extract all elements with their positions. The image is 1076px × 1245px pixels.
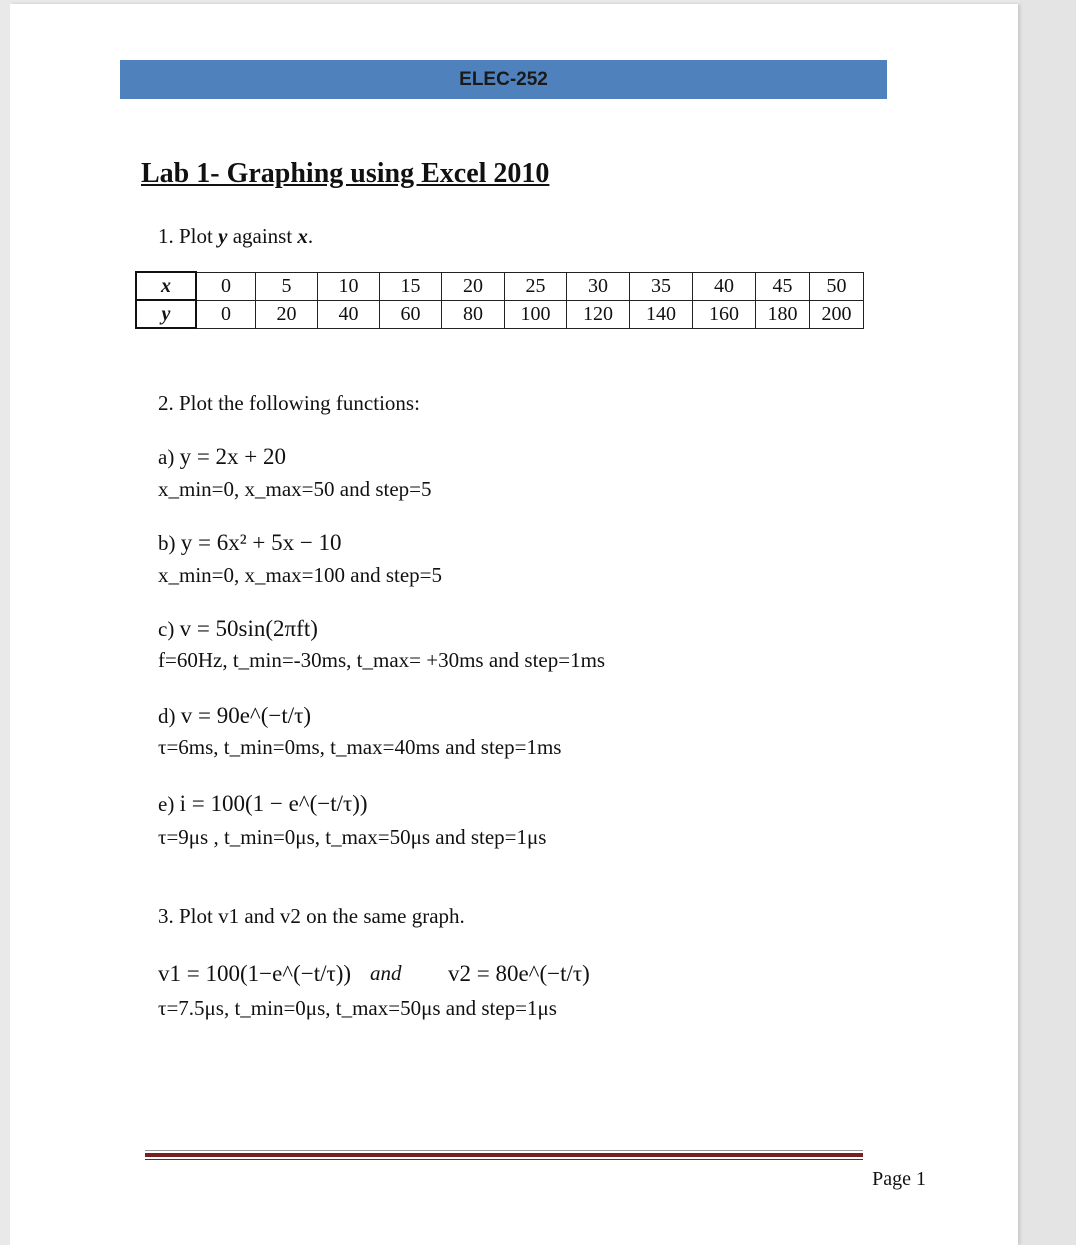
table-cell: 60	[380, 300, 442, 328]
footer-rule-top	[145, 1150, 863, 1151]
table-cell: 50	[810, 272, 864, 300]
footer-rule-thin	[145, 1159, 863, 1160]
table-cell: 120	[567, 300, 630, 328]
data-table	[135, 271, 864, 329]
course-code: ELEC-252	[459, 68, 548, 90]
row-label-x: x	[136, 272, 196, 300]
table-cell: 30	[567, 272, 630, 300]
q2a-equation: a) y = 2x + 20	[158, 444, 287, 469]
table-cell: 80	[442, 300, 505, 328]
table-cell: 140	[630, 300, 693, 328]
q1-prompt: 1. Plot y against x.	[158, 224, 314, 248]
table-cell: 15	[380, 272, 442, 300]
table-cell: 10	[318, 272, 380, 300]
page-number: Page 1	[872, 1168, 926, 1190]
q2d-equation: d) v = 90e^(−t/τ)	[158, 703, 312, 728]
table-cell: 100	[505, 300, 567, 328]
footer-rule-thick	[145, 1153, 863, 1157]
table-row-x	[136, 272, 864, 300]
table-cell: 0	[196, 300, 256, 328]
table-cell: 160	[693, 300, 756, 328]
q3-range: τ=7.5μs, t_min=0μs, t_max=50μs and step=1μs	[158, 996, 557, 1020]
table-cell: 180	[756, 300, 810, 328]
table-cell: 20	[442, 272, 505, 300]
table-cell: 45	[756, 272, 810, 300]
table-cell: 25	[505, 272, 567, 300]
q2e-range: τ=9μs , t_min=0μs, t_max=50μs and step=1μs	[158, 825, 547, 849]
table-cell: 200	[810, 300, 864, 328]
table-cell: 20	[256, 300, 318, 328]
q2a-range: x_min=0, x_max=50 and step=5	[158, 477, 432, 501]
table-cell: 5	[256, 272, 318, 300]
table-cell: 35	[630, 272, 693, 300]
q2e-equation: e) i = 100(1 − e^(−t/τ))	[158, 791, 368, 816]
q2c-range: f=60Hz, t_min=-30ms, t_max= +30ms and step=1ms	[158, 648, 606, 672]
right-margin	[1020, 0, 1076, 1245]
q3-and: and	[370, 961, 402, 985]
q3-heading: 3. Plot v1 and v2 on the same graph.	[158, 904, 465, 928]
q3-equation-v2: v2 = 80e^(−t/τ)	[448, 961, 590, 986]
table-cell: 0	[196, 272, 256, 300]
q2-heading: 2. Plot the following functions:	[158, 391, 420, 415]
q2c-equation: c) v = 50sin(2πft)	[158, 616, 318, 641]
table-row-y	[136, 300, 864, 328]
q3-equation-v1: v1 = 100(1−e^(−t/τ))	[158, 961, 352, 986]
row-label-y: y	[136, 300, 196, 328]
q2d-range: τ=6ms, t_min=0ms, t_max=40ms and step=1ms	[158, 735, 562, 759]
q2b-equation: b) y = 6x² + 5x − 10	[158, 530, 342, 555]
table-cell: 40	[693, 272, 756, 300]
table-cell: 40	[318, 300, 380, 328]
q2b-range: x_min=0, x_max=100 and step=5	[158, 563, 443, 587]
page-title: Lab 1- Graphing using Excel 2010	[141, 158, 550, 189]
header-bar	[120, 60, 887, 99]
